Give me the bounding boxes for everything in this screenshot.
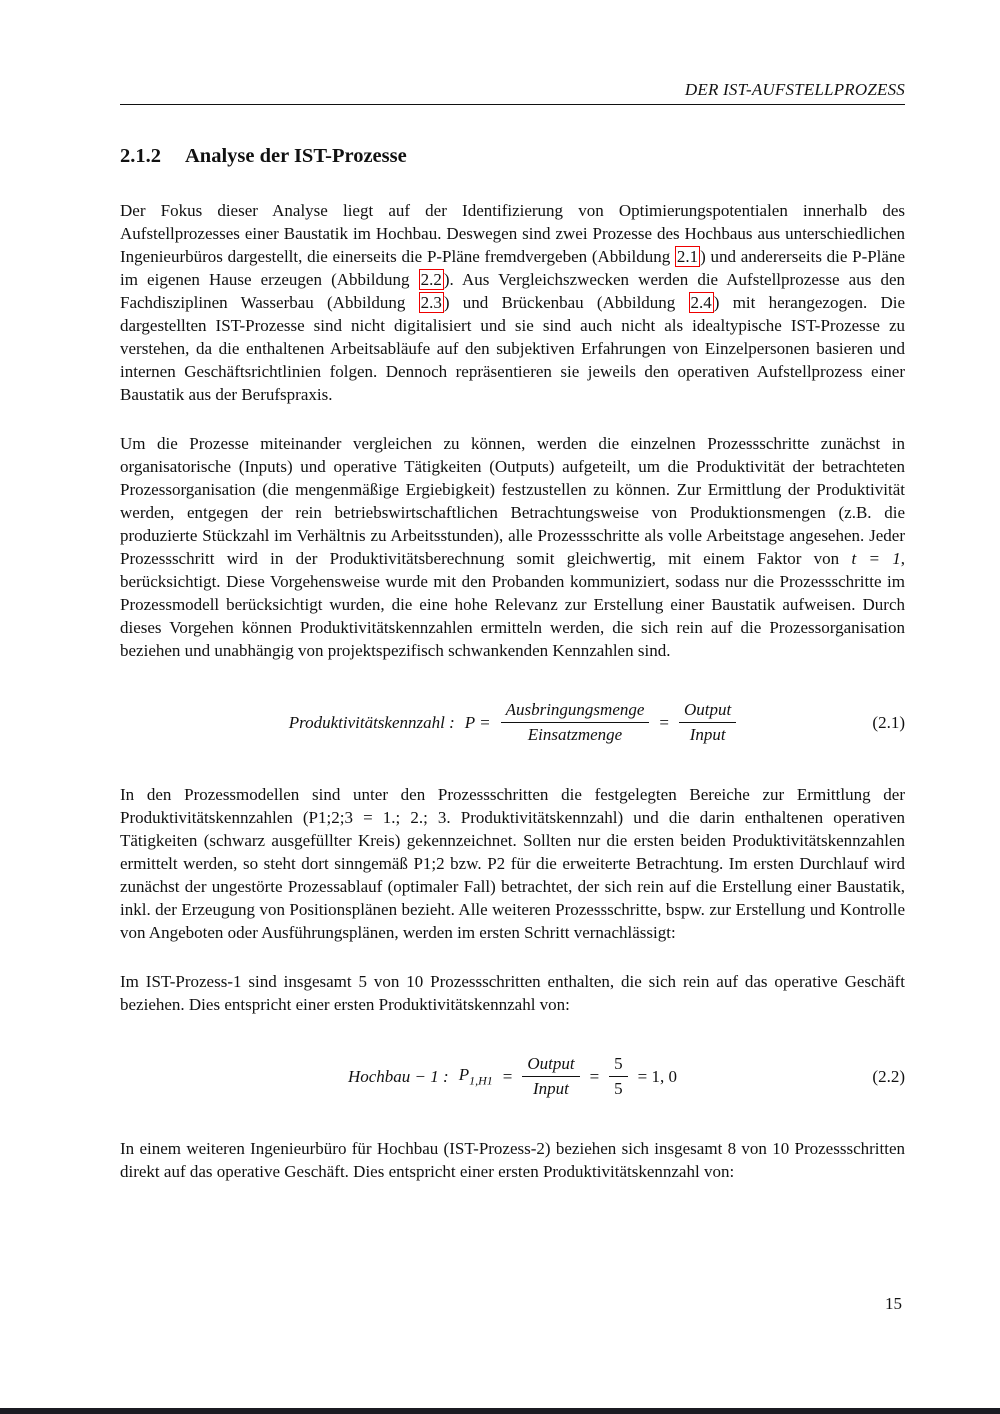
header-rule bbox=[120, 104, 905, 105]
equals-sign: = bbox=[589, 1066, 600, 1086]
equals-sign: = bbox=[659, 712, 670, 732]
equation-label: Produktivitätskennzahl : bbox=[288, 712, 455, 732]
equation-lead: P = bbox=[464, 712, 491, 732]
figure-ref-2-3[interactable]: 2.3 bbox=[420, 293, 442, 312]
text-segment: Der Fokus dieser Analyse liegt auf der Identifizierung von Optimierungspotentialen innerhalb des Aufstellprozesses einer Baustatik im Hochbau. Deswegen sind zwei Prozesse des Hochbaus aus unterschiedlichen Ingenieurbüros dargestellt, die einerseits die P-Pläne fremdvergeben (Abbildung bbox=[120, 201, 905, 266]
fraction-numerator: Output bbox=[679, 700, 736, 723]
text-segment: , berücksichtigt. Diese Vorgehensweise wurde mit den Probanden kommuniziert, sodass nur die Prozessschritte im Prozessmodell berücksichtigt wurden, die eine hohe Relevanz zur Erstellung einer Baustatik aufweisen. Durch dieses Vorgehen können Produktivitätskennzahlen ermitteln werden, die sich rein auf die Prozessorganisation beziehen und unabhängig von projektspezifisch schwankenden Kennzahlen sind. bbox=[120, 549, 905, 660]
section-number: 2.1.2 bbox=[120, 145, 161, 167]
page-bottom-edge bbox=[0, 1408, 1000, 1414]
equals-sign: = bbox=[502, 1066, 513, 1086]
equation-2-1 bbox=[120, 700, 905, 745]
equation-label: Hochbau − 1 : bbox=[347, 1066, 449, 1086]
equation-number: (2.2) bbox=[872, 1066, 905, 1086]
fraction bbox=[679, 700, 736, 745]
fraction-numerator: Ausbringungsmenge bbox=[501, 700, 650, 723]
text-segment: ). Aus Vergleichszwecken werden die Aufstellprozesse aus den Fachdisziplinen Wasserbau (Abbildung bbox=[120, 270, 905, 312]
equation-variable bbox=[459, 1065, 493, 1088]
paragraph-4: Im IST-Prozess-1 sind insgesamt 5 von 10 Prozessschritten enthalten, die sich rein auf das operative Geschäft beziehen. Dies entspricht einer ersten Produktivitätskennzahl von: bbox=[120, 972, 905, 1014]
paragraph-2 bbox=[120, 432, 905, 662]
fraction-denominator: Input bbox=[533, 1079, 569, 1098]
fraction-denominator: 5 bbox=[614, 1079, 623, 1098]
fraction-numerator: 5 bbox=[609, 1054, 628, 1077]
text-segment: ) mit herangezogen. Die dargestellten IST-Prozesse sind nicht digitalisiert und sie sind auch nicht als idealtypische IST-Prozesse zu verstehen, da die enthaltenen Arbeitsabläufe auf den subjektiven Erfahrungen von Einzelpersonen basieren und internen Geschäftsrichtlinien folgen. Dennoch repräsentieren sie jeweils den operativen Aufstellprozess einer Baustatik aus der Berufspraxis. bbox=[120, 293, 906, 404]
inline-math: t = 1 bbox=[851, 549, 901, 568]
running-header bbox=[120, 0, 905, 100]
equation-number: (2.1) bbox=[872, 712, 905, 732]
fraction-numerator: Output bbox=[522, 1054, 579, 1077]
section-heading bbox=[120, 145, 905, 168]
section-title: Analyse der IST-Prozesse bbox=[185, 145, 407, 167]
text-segment: ) und Brückenbau (Abbildung bbox=[443, 293, 689, 312]
page-number: 15 bbox=[885, 1294, 902, 1313]
fraction bbox=[501, 700, 650, 745]
figure-ref-2-2[interactable]: 2.2 bbox=[420, 270, 442, 289]
equation-2-2 bbox=[120, 1054, 905, 1099]
fraction-denominator: Input bbox=[689, 725, 726, 744]
text-segment: Um die Prozesse miteinander vergleichen zu können, werden die einzelnen Prozessschritte zunächst in organisatorische (Inputs) und operative Tätigkeiten (Outputs) aufgeteilt, um die Produktivität der betrachteten Prozessorganisation (die mengenmäßige Ergiebigkeit) festzustellen zu können. Zur Ermittlung der Produktivität werden, entgegen der rein betriebswirtschaftlichen Betrachtungsweise von Produktionsmengen (z.B. die produzierte Stückzahl im Verhältnis zu Arbeitsstunden), alle Prozessschritte als volle Arbeitstage angesehen. Jeder Prozessschritt wird in der Produktivitätsberechnung somit gleichwertig, mit einem Faktor von bbox=[120, 434, 905, 568]
running-header-text: DER IST-AUFSTELLPROZESS bbox=[684, 80, 905, 99]
fraction bbox=[609, 1054, 628, 1099]
paragraph-5: In einem weiteren Ingenieurbüro für Hochbau (IST-Prozess-2) beziehen sich insgesamt 8 von 10 Prozessschritten direkt auf das operative Geschäft. Dies entspricht einer ersten Produktivitätskennzahl von: bbox=[120, 1139, 905, 1181]
fraction-denominator: Einsatzmenge bbox=[527, 725, 623, 744]
variable-subscript: 1,H1 bbox=[469, 1073, 493, 1088]
paragraph-1 bbox=[120, 199, 905, 406]
paragraph-3: In den Prozessmodellen sind unter den Prozessschritten die festgelegten Bereiche zur Ermittlung der Produktivitätskennzahlen (P1;2;3 = 1.; 2.; 3. Produktivitätskennzahl) und die darin enthaltenen operativen Tätigkeiten (schwarz ausgefüllter Kreis) gekennzeichnet. Sollten nur die ersten beiden Produktivitätskennzahlen ermittelt werden, so steht dort sinngemäß P1;2 bzw. P2 für die erweiterte Betrachtung. Im ersten Durchlauf wird zunächst der ungestörte Prozessablauf (optimaler Fall) betrachtet, der sich rein auf die Erstellung einer Baustatik, inkl. der Erzeugung von Positionsplänen bezieht. Alle weiteren Prozessschritte, bspw. zur Erstellung und Kontrolle von Angeboten oder Ausführungsplänen, werden im ersten Schritt vernachlässigt: bbox=[120, 785, 905, 942]
equation-result: = 1, 0 bbox=[637, 1066, 678, 1086]
figure-ref-2-4[interactable]: 2.4 bbox=[690, 293, 712, 312]
text-segment: ) und andererseits die P-Pläne im eigenen Hause erzeugen (Abbildung bbox=[120, 247, 906, 289]
figure-ref-2-1[interactable]: 2.1 bbox=[676, 247, 699, 266]
variable-p: P bbox=[458, 1064, 470, 1084]
fraction bbox=[522, 1054, 579, 1099]
